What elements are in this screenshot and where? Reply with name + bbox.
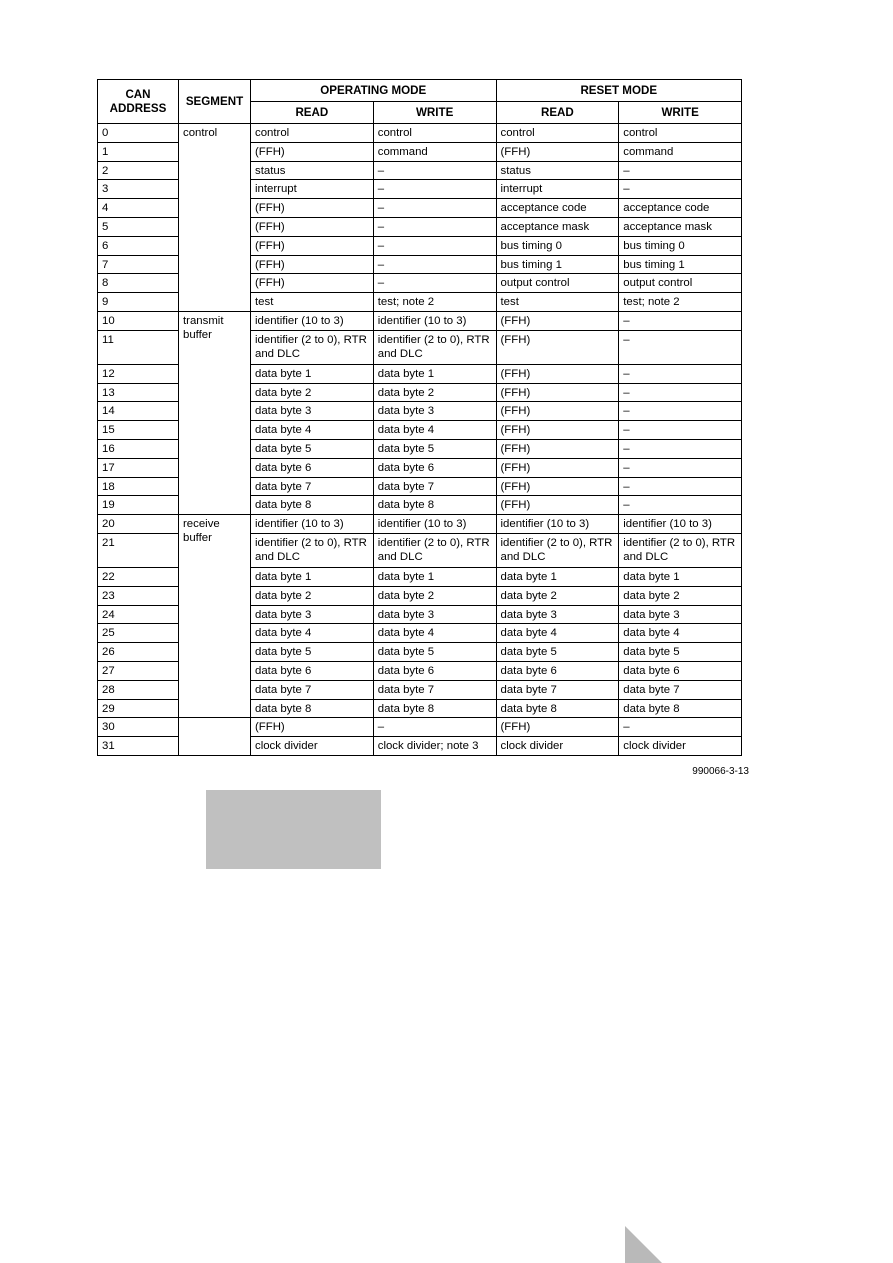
address-cell: 24 — [98, 605, 179, 624]
address-cell: 20 — [98, 515, 179, 534]
operating-write-cell: identifier (2 to 0), RTR and DLC — [373, 533, 496, 567]
operating-write-cell: data byte 4 — [373, 624, 496, 643]
table-row — [98, 718, 742, 737]
operating-read-cell: data byte 6 — [251, 458, 374, 477]
address-cell: 1 — [98, 142, 179, 161]
address-cell: 21 — [98, 533, 179, 567]
reset-read-cell: (FFH) — [496, 383, 619, 402]
operating-read-cell: (FFH) — [251, 274, 374, 293]
operating-read-cell: data byte 1 — [251, 567, 374, 586]
reset-read-cell: data byte 6 — [496, 661, 619, 680]
reset-write-cell: acceptance code — [619, 199, 742, 218]
address-cell: 3 — [98, 180, 179, 199]
operating-read-cell: data byte 4 — [251, 421, 374, 440]
operating-read-cell: data byte 7 — [251, 680, 374, 699]
reset-write-cell: command — [619, 142, 742, 161]
address-cell: 4 — [98, 199, 179, 218]
reset-write-cell: – — [619, 364, 742, 383]
operating-write-cell: data byte 7 — [373, 477, 496, 496]
reset-write-cell: – — [619, 161, 742, 180]
segment-cell: transmit buffer — [179, 311, 251, 514]
reset-write-cell: – — [619, 180, 742, 199]
operating-write-cell: data byte 4 — [373, 421, 496, 440]
operating-read-cell: data byte 2 — [251, 586, 374, 605]
address-cell: 25 — [98, 624, 179, 643]
address-cell: 29 — [98, 699, 179, 718]
address-cell: 15 — [98, 421, 179, 440]
address-cell: 22 — [98, 567, 179, 586]
operating-read-cell: identifier (10 to 3) — [251, 515, 374, 534]
operating-read-cell: (FFH) — [251, 718, 374, 737]
operating-read-cell: control — [251, 124, 374, 143]
reset-write-cell: identifier (2 to 0), RTR and DLC — [619, 533, 742, 567]
address-cell: 10 — [98, 311, 179, 330]
header-segment: SEGMENT — [179, 80, 251, 124]
header-operating-write: WRITE — [373, 102, 496, 124]
operating-write-cell: clock divider; note 3 — [373, 737, 496, 756]
operating-read-cell: identifier (2 to 0), RTR and DLC — [251, 330, 374, 364]
operating-write-cell: control — [373, 124, 496, 143]
figure-code: 990066-3-13 — [692, 766, 749, 777]
reset-read-cell: acceptance mask — [496, 217, 619, 236]
operating-write-cell: identifier (2 to 0), RTR and DLC — [373, 330, 496, 364]
reset-read-cell: data byte 7 — [496, 680, 619, 699]
address-cell: 13 — [98, 383, 179, 402]
address-cell: 19 — [98, 496, 179, 515]
operating-write-cell: data byte 2 — [373, 586, 496, 605]
reset-read-cell: (FFH) — [496, 477, 619, 496]
operating-read-cell: status — [251, 161, 374, 180]
address-cell: 8 — [98, 274, 179, 293]
operating-read-cell: data byte 8 — [251, 496, 374, 515]
operating-write-cell: data byte 1 — [373, 567, 496, 586]
reset-write-cell: identifier (10 to 3) — [619, 515, 742, 534]
operating-write-cell: data byte 1 — [373, 364, 496, 383]
header-can-address: CAN ADDRESS — [98, 80, 179, 124]
reset-write-cell: data byte 5 — [619, 643, 742, 662]
reset-write-cell: data byte 7 — [619, 680, 742, 699]
address-cell: 6 — [98, 236, 179, 255]
operating-write-cell: data byte 8 — [373, 699, 496, 718]
operating-write-cell: data byte 3 — [373, 402, 496, 421]
operating-read-cell: data byte 5 — [251, 643, 374, 662]
header-reset-write: WRITE — [619, 102, 742, 124]
reset-write-cell: data byte 6 — [619, 661, 742, 680]
operating-write-cell: identifier (10 to 3) — [373, 515, 496, 534]
header-reset-mode: RESET MODE — [496, 80, 742, 102]
reset-read-cell: (FFH) — [496, 439, 619, 458]
reset-write-cell: output control — [619, 274, 742, 293]
reset-read-cell: data byte 4 — [496, 624, 619, 643]
reset-read-cell: identifier (2 to 0), RTR and DLC — [496, 533, 619, 567]
reset-write-cell: – — [619, 718, 742, 737]
reset-write-cell: control — [619, 124, 742, 143]
reset-write-cell: – — [619, 311, 742, 330]
reset-read-cell: (FFH) — [496, 496, 619, 515]
address-cell: 9 — [98, 293, 179, 312]
table-row — [98, 124, 742, 143]
reset-write-cell: data byte 8 — [619, 699, 742, 718]
operating-write-cell: test; note 2 — [373, 293, 496, 312]
operating-write-cell: data byte 5 — [373, 439, 496, 458]
reset-write-cell: bus timing 1 — [619, 255, 742, 274]
reset-read-cell: (FFH) — [496, 330, 619, 364]
operating-write-cell: – — [373, 217, 496, 236]
reset-read-cell: data byte 2 — [496, 586, 619, 605]
operating-write-cell: command — [373, 142, 496, 161]
reset-write-cell: data byte 4 — [619, 624, 742, 643]
address-cell: 26 — [98, 643, 179, 662]
segment-cell — [179, 718, 251, 756]
operating-write-cell: – — [373, 161, 496, 180]
reset-write-cell: – — [619, 477, 742, 496]
reset-write-cell: acceptance mask — [619, 217, 742, 236]
header-operating-mode: OPERATING MODE — [251, 80, 497, 102]
operating-read-cell: data byte 3 — [251, 402, 374, 421]
reset-write-cell: data byte 2 — [619, 586, 742, 605]
segment-cell: control — [179, 124, 251, 312]
operating-write-cell: – — [373, 236, 496, 255]
reset-read-cell: (FFH) — [496, 364, 619, 383]
operating-read-cell: clock divider — [251, 737, 374, 756]
reset-write-cell: – — [619, 402, 742, 421]
operating-read-cell: data byte 4 — [251, 624, 374, 643]
address-cell: 16 — [98, 439, 179, 458]
reset-read-cell: (FFH) — [496, 458, 619, 477]
address-cell: 0 — [98, 124, 179, 143]
address-cell: 17 — [98, 458, 179, 477]
reset-read-cell: control — [496, 124, 619, 143]
reset-read-cell: test — [496, 293, 619, 312]
register-rows — [98, 124, 742, 756]
operating-read-cell: identifier (2 to 0), RTR and DLC — [251, 533, 374, 567]
operating-read-cell: (FFH) — [251, 199, 374, 218]
operating-read-cell: (FFH) — [251, 217, 374, 236]
operating-write-cell: data byte 6 — [373, 661, 496, 680]
address-cell: 27 — [98, 661, 179, 680]
header-operating-read: READ — [251, 102, 374, 124]
operating-read-cell: (FFH) — [251, 255, 374, 274]
operating-read-cell: data byte 3 — [251, 605, 374, 624]
operating-write-cell: identifier (10 to 3) — [373, 311, 496, 330]
reset-write-cell: data byte 1 — [619, 567, 742, 586]
address-cell: 5 — [98, 217, 179, 236]
reset-read-cell: (FFH) — [496, 421, 619, 440]
operating-read-cell: data byte 8 — [251, 699, 374, 718]
reset-write-cell: – — [619, 458, 742, 477]
operating-write-cell: – — [373, 274, 496, 293]
operating-write-cell: – — [373, 255, 496, 274]
segment-cell: receive buffer — [179, 515, 251, 718]
address-cell: 14 — [98, 402, 179, 421]
header-reset-read: READ — [496, 102, 619, 124]
operating-write-cell: data byte 6 — [373, 458, 496, 477]
reset-read-cell: bus timing 1 — [496, 255, 619, 274]
address-cell: 18 — [98, 477, 179, 496]
operating-read-cell: data byte 6 — [251, 661, 374, 680]
reset-write-cell: – — [619, 439, 742, 458]
address-cell: 30 — [98, 718, 179, 737]
operating-write-cell: data byte 2 — [373, 383, 496, 402]
reset-read-cell: interrupt — [496, 180, 619, 199]
operating-read-cell: identifier (10 to 3) — [251, 311, 374, 330]
operating-read-cell: (FFH) — [251, 142, 374, 161]
reset-read-cell: (FFH) — [496, 142, 619, 161]
reset-write-cell: data byte 3 — [619, 605, 742, 624]
reset-read-cell: (FFH) — [496, 311, 619, 330]
reset-read-cell: data byte 3 — [496, 605, 619, 624]
reset-write-cell: – — [619, 421, 742, 440]
operating-write-cell: – — [373, 180, 496, 199]
address-cell: 31 — [98, 737, 179, 756]
reset-read-cell: acceptance code — [496, 199, 619, 218]
operating-read-cell: (FFH) — [251, 236, 374, 255]
address-cell: 23 — [98, 586, 179, 605]
operating-write-cell: data byte 7 — [373, 680, 496, 699]
address-cell: 7 — [98, 255, 179, 274]
operating-read-cell: data byte 1 — [251, 364, 374, 383]
address-cell: 2 — [98, 161, 179, 180]
register-map-table — [97, 79, 742, 756]
reset-read-cell: identifier (10 to 3) — [496, 515, 619, 534]
address-cell: 11 — [98, 330, 179, 364]
reset-write-cell: test; note 2 — [619, 293, 742, 312]
reset-write-cell: – — [619, 330, 742, 364]
operating-write-cell: data byte 8 — [373, 496, 496, 515]
reset-read-cell: (FFH) — [496, 402, 619, 421]
reset-read-cell: data byte 5 — [496, 643, 619, 662]
operating-write-cell: – — [373, 199, 496, 218]
operating-read-cell: data byte 2 — [251, 383, 374, 402]
reset-write-cell: clock divider — [619, 737, 742, 756]
operating-read-cell: interrupt — [251, 180, 374, 199]
reset-read-cell: data byte 1 — [496, 567, 619, 586]
reset-read-cell: output control — [496, 274, 619, 293]
operating-write-cell: data byte 5 — [373, 643, 496, 662]
address-cell: 12 — [98, 364, 179, 383]
reset-read-cell: clock divider — [496, 737, 619, 756]
operating-write-cell: data byte 3 — [373, 605, 496, 624]
gray-placeholder-box — [206, 790, 381, 869]
reset-write-cell: – — [619, 383, 742, 402]
operating-read-cell: data byte 5 — [251, 439, 374, 458]
table-row — [98, 311, 742, 330]
table-row — [98, 515, 742, 534]
reset-read-cell: bus timing 0 — [496, 236, 619, 255]
operating-read-cell: data byte 7 — [251, 477, 374, 496]
reset-read-cell: status — [496, 161, 619, 180]
reset-write-cell: – — [619, 496, 742, 515]
operating-read-cell: test — [251, 293, 374, 312]
page-corner-triangle — [625, 1226, 662, 1263]
address-cell: 28 — [98, 680, 179, 699]
reset-read-cell: (FFH) — [496, 718, 619, 737]
reset-read-cell: data byte 8 — [496, 699, 619, 718]
reset-write-cell: bus timing 0 — [619, 236, 742, 255]
operating-write-cell: – — [373, 718, 496, 737]
